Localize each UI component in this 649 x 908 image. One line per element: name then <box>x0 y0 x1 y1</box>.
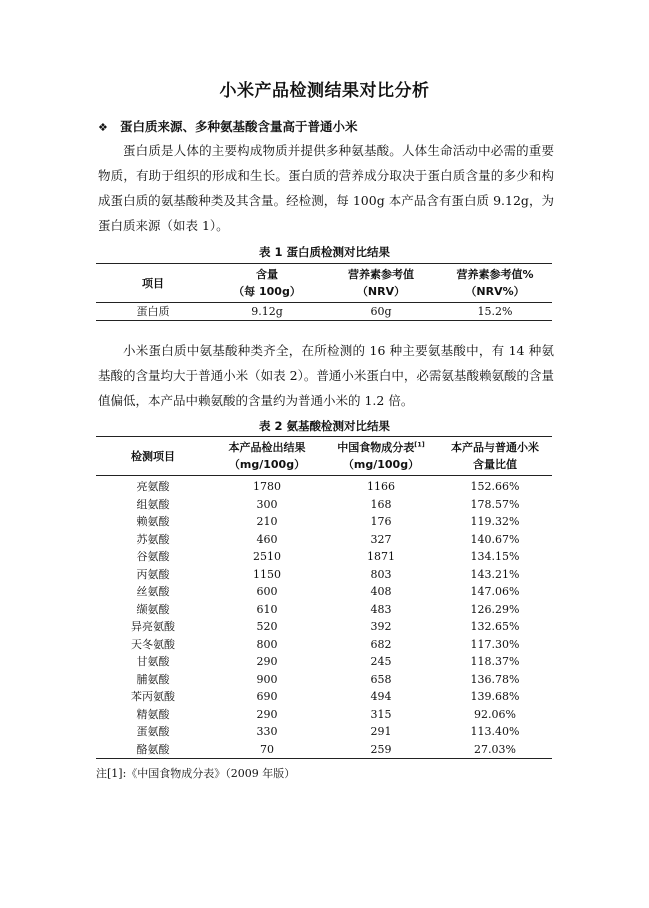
table-cell: 1780 <box>253 480 281 493</box>
table-cell: 259 <box>370 742 392 756</box>
table1-caption: 表 1 蛋白质检测对比结果 <box>258 245 390 259</box>
table-cell: 谷氨酸 <box>136 550 170 563</box>
table-cell: 118.37% <box>470 655 520 668</box>
table-row <box>96 723 552 741</box>
table-cell: 蛋白质 <box>136 305 170 318</box>
table-cell: 290 <box>256 707 278 721</box>
table-cell: 800 <box>256 637 278 651</box>
table-row <box>96 513 552 531</box>
table-cell: 300 <box>256 497 278 511</box>
document-title: 小米产品检测结果对比分析 <box>219 81 430 101</box>
table2-caption: 表 2 氨基酸检测对比结果 <box>258 419 390 433</box>
table-cell: 苏氨酸 <box>136 532 170 546</box>
amino-acid-table <box>96 436 552 759</box>
table-cell: 168 <box>370 497 392 511</box>
table-cell: 147.06% <box>470 585 520 598</box>
table-cell: 甘氨酸 <box>136 655 170 668</box>
table-row <box>96 566 552 584</box>
footnote: 注[1]:《中国食物成分表》（2009 年版） <box>96 767 296 780</box>
table-cell: 600 <box>256 585 278 598</box>
table-cell: 1871 <box>367 550 395 563</box>
table-cell: 143.21% <box>470 567 520 581</box>
table-cell: 900 <box>256 672 278 686</box>
table-cell: 245 <box>370 655 392 668</box>
table-cell: 119.32% <box>470 515 520 528</box>
paragraph-amino-acids: 小米蛋白质中氨基酸种类齐全，在所检测的 16 种主要氨基酸中，有 14 种氨基酸的含量均大于普通小米（如表 2）。普通小米蛋白中，必需氨基酸赖氨酸的含量值偏低，本产品中赖氨酸的含量约为普通小米的 1.2 倍。 <box>98 343 554 408</box>
table-cell: 178.57% <box>470 497 520 511</box>
table-cell: 赖氨酸 <box>136 515 170 528</box>
table-row <box>96 601 552 619</box>
table-cell: 60g <box>370 305 392 318</box>
header-test-item: 检测项目 <box>96 437 210 476</box>
table-cell: 483 <box>370 602 392 616</box>
table-cell: 132.65% <box>470 620 520 633</box>
table-cell: 176 <box>370 515 392 528</box>
table-cell: 27.03% <box>474 742 516 756</box>
table-cell: 494 <box>370 690 392 703</box>
table-cell: 15.2% <box>477 305 513 318</box>
table-row <box>96 671 552 689</box>
table-cell: 亮氨酸 <box>136 480 170 493</box>
amino-acid-table-body <box>96 476 552 759</box>
table-cell: 天冬氨酸 <box>131 637 175 651</box>
table-cell: 327 <box>370 532 392 546</box>
table-cell: 408 <box>370 585 392 598</box>
diamond-bullet-icon: ❖ <box>98 121 108 134</box>
table-cell: 392 <box>370 620 392 633</box>
table-cell: 152.66% <box>470 480 520 493</box>
table-cell: 520 <box>256 620 278 633</box>
table-cell: 610 <box>256 602 278 616</box>
header-nrv-percent: 营养素参考值% （NRV%） <box>438 264 552 303</box>
table-cell: 460 <box>256 532 278 546</box>
table-row <box>96 636 552 654</box>
section-heading <box>98 117 358 135</box>
table-cell: 脯氨酸 <box>136 672 170 686</box>
table-cell: 134.15% <box>470 550 520 563</box>
table-cell: 113.40% <box>470 725 520 738</box>
table-row <box>96 618 552 636</box>
table-cell: 690 <box>256 690 278 703</box>
table-cell: 139.68% <box>470 690 520 703</box>
table-cell: 异亮氨酸 <box>131 620 175 633</box>
table-cell: 315 <box>370 707 392 721</box>
table-cell: 丝氨酸 <box>136 585 170 598</box>
table-cell: 330 <box>256 725 278 738</box>
table-row <box>96 583 552 601</box>
table-cell: 682 <box>370 637 392 651</box>
table-row <box>96 476 552 496</box>
table-cell: 291 <box>370 725 392 738</box>
table-cell: 2510 <box>253 550 281 563</box>
table-cell: 803 <box>370 567 392 581</box>
table-row <box>96 496 552 514</box>
table-header-row <box>96 437 552 476</box>
header-product-result: 本产品检出结果 （mg/100g） <box>210 437 324 476</box>
table-cell: 1150 <box>253 567 281 581</box>
table-cell: 9.12g <box>251 305 283 318</box>
table-row <box>96 653 552 671</box>
table-row <box>96 531 552 549</box>
table-row <box>96 303 552 321</box>
table-cell: 117.30% <box>470 637 520 651</box>
footnote-ref: [1] <box>414 440 425 449</box>
table-cell: 126.29% <box>470 602 520 616</box>
table-row <box>96 548 552 566</box>
table-cell: 140.67% <box>470 532 520 546</box>
paragraph-protein: 蛋白质是人体的主要构成物质并提供多种氨基酸。人体生命活动中必需的重要物质，有助于组织的形成和生长。蛋白质的营养成分取决于蛋白质含量的多少和构成蛋白质的氨基酸种类及其含量。经检测，每 100g 本产品含有蛋白质 9.12g，为蛋白质来源（如表 1）。 <box>98 143 554 233</box>
table-row <box>96 706 552 724</box>
header-ratio: 本产品与普通小米 含量比值 <box>438 437 552 476</box>
table-cell: 苯丙氨酸 <box>131 690 175 703</box>
table-cell: 658 <box>370 672 392 686</box>
table-cell: 精氨酸 <box>136 707 170 721</box>
header-nrv: 营养素参考值 （NRV） <box>324 264 438 303</box>
table-cell: 290 <box>256 655 278 668</box>
protein-table <box>96 263 552 321</box>
table-cell: 蛋氨酸 <box>136 725 170 738</box>
table-cell: 136.78% <box>470 672 520 686</box>
table-row <box>96 688 552 706</box>
table-cell: 92.06% <box>474 707 516 721</box>
table-cell: 缬氨酸 <box>136 602 170 616</box>
table-row <box>96 741 552 759</box>
table-cell: 组氨酸 <box>136 497 170 511</box>
table-cell: 丙氨酸 <box>136 567 170 581</box>
table-cell: 210 <box>256 515 278 528</box>
section-heading-text: 蛋白质来源、多种氨基酸含量高于普通小米 <box>120 119 358 134</box>
header-content: 含量 （每 100g） <box>210 264 324 303</box>
header-item: 项目 <box>96 264 210 303</box>
table-header-row <box>96 264 552 303</box>
table-cell: 1166 <box>367 480 395 493</box>
header-food-table: 中国食物成分表[1] （mg/100g） <box>324 437 438 476</box>
table-cell: 酪氨酸 <box>136 742 170 756</box>
table-cell: 70 <box>260 742 274 756</box>
